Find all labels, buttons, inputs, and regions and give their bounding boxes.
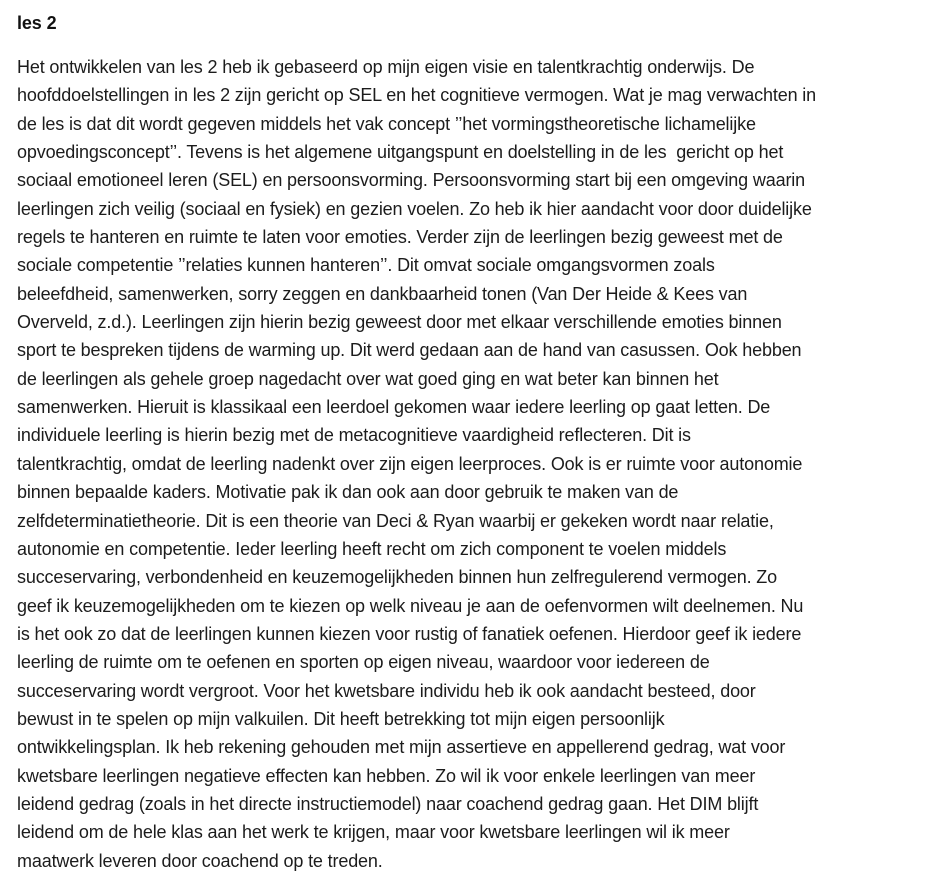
text-line: sport te bespreken tijdens de warming up. Dit werd gedaan aan de hand van casussen. Ook hebben <box>17 340 802 361</box>
text-line: hoofddoelstellingen in les 2 zijn gericht op SEL en het cognitieve vermogen. Wat je mag verwachten in <box>17 85 816 106</box>
text-line: geef ik keuzemogelijkheden om te kiezen op welk niveau je aan de oefenvormen wilt deelnemen. Nu <box>17 595 804 616</box>
text-line: talentkrachtig, omdat de leerling nadenkt over zijn eigen leerproces. Ook is er ruimte voor autonomie <box>17 453 803 474</box>
text-line: succeservaring, verbondenheid en keuzemogelijkheden binnen hun zelfregulerend vermogen. Zo <box>17 567 777 588</box>
text-line: is het ook zo dat de leerlingen kunnen kiezen voor rustig of fanatiek oefenen. Hierdoor geef ik iedere <box>17 623 802 644</box>
text-line: kwetsbare leerlingen negatieve effecten kan hebben. Zo wil ik voor enkele leerlingen van meer <box>17 765 756 786</box>
text-line: leerling de ruimte om te oefenen en sporten op eigen niveau, waardoor voor iedereen de <box>17 652 710 673</box>
text-line: sociaal emotioneel leren (SEL) en persoonsvorming. Persoonsvorming start bij een omgeving waarin <box>17 170 806 191</box>
text-line: samenwerken. Hieruit is klassikaal een leerdoel gekomen waar iedere leerling op gaat letten. De <box>17 397 771 418</box>
text-line: leidend om de hele klas aan het werk te krijgen, maar voor kwetsbare leerlingen wil ik meer <box>17 822 730 843</box>
text-line: de les is dat dit wordt gegeven middels het vak concept ’’het vormingstheoretische lichamelijke <box>17 113 756 134</box>
text-line: individuele leerling is hierin bezig met de metacognitieve vaardigheid reflecteren. Dit is <box>17 425 691 446</box>
text-line: maatwerk leveren door coachend op te treden. <box>17 850 383 871</box>
text-line: bewust in te spelen op mijn valkuilen. Dit heeft betrekking tot mijn eigen persoonlijk <box>17 708 665 729</box>
text-line: binnen bepaalde kaders. Motivatie pak ik dan ook aan door gebruik te maken van de <box>17 482 679 503</box>
text-line: leidend gedrag (zoals in het directe instructiemodel) naar coachend gedrag gaan. Het DIM blijft <box>17 793 759 814</box>
text-line: regels te hanteren en ruimte te laten voor emoties. Verder zijn de leerlingen bezig geweest met de <box>17 227 783 248</box>
body-paragraph <box>17 53 922 875</box>
text-line: beleefdheid, samenwerken, sorry zeggen en dankbaarheid tonen (Van Der Heide & Kees van <box>17 283 748 304</box>
text-line: ontwikkelingsplan. Ik heb rekening gehouden met mijn assertieve en appellerend gedrag, wat voor <box>17 737 786 758</box>
page-title: les 2 <box>17 13 57 33</box>
text-line: opvoedingsconcept’’. Tevens is het algemene uitgangspunt en doelstelling in de les gericht op het <box>17 142 784 163</box>
text-line: leerlingen zich veilig (sociaal en fysiek) en gezien voelen. Zo heb ik hier aandacht voor door duidelijke <box>17 198 812 219</box>
text-line: Het ontwikkelen van les 2 heb ik gebaseerd op mijn eigen visie en talentkrachtig onderwijs. De <box>17 57 755 77</box>
text-line: autonomie en competentie. Ieder leerling heeft recht om zich component te voelen middels <box>17 538 727 559</box>
text-line: sociale competentie ’’relaties kunnen hanteren’’. Dit omvat sociale omgangsvormen zoals <box>17 255 715 276</box>
text-line: succeservaring wordt vergroot. Voor het kwetsbare individu heb ik ook aandacht besteed, door <box>17 680 756 701</box>
text-line: zelfdeterminatietheorie. Dit is een theorie van Deci & Ryan waarbij er gekeken wordt naar relatie, <box>17 510 774 531</box>
text-line: de leerlingen als gehele groep nagedacht over wat goed ging en wat beter kan binnen het <box>17 368 719 389</box>
text-line: Overveld, z.d.). Leerlingen zijn hierin bezig geweest door met elkaar verschillende emoties binnen <box>17 312 782 333</box>
